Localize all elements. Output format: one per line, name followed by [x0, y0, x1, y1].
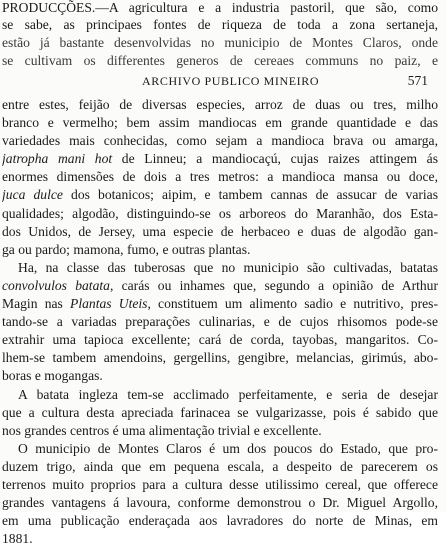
text-line: nos grandes centros é uma alimentação trivial e excellente. [2, 422, 322, 438]
previous-page-line: PRODUCÇÕES.—A agricultura e a industria pastoril, que são, como [2, 0, 438, 15]
text-line-with-italic: jatropha mani hot de Linneu; a mandiocaçú, cujas raizes attingem ás [2, 151, 438, 167]
text-line: grandes vantagens á lavoura, conforme demonstrou o Dr. Miguel Argollo, [2, 495, 438, 511]
text-line-with-italic: juca dulce dos botanicos; aipim, e tambem cannas de assucar de varias [2, 187, 438, 203]
previous-page-line: se sabe, as principaes fontes de riqueza de toda a zona sertaneja, [2, 17, 438, 32]
text-line: duzem trigo, ainda que em pequena escala, a despeito de parecerem os [2, 458, 438, 474]
text-line: ga ou pardo; mamona, fumo, e outras plantas. [2, 241, 251, 257]
text-line: dos Unidos, de Jersey, uma especie de herbaceo e duas de algodão gan- [2, 223, 438, 239]
text-line-with-italic: Magin nas Plantas Uteis, constituem um alimento sadio e nutritivo, pres- [2, 296, 438, 312]
text-line: boras e mogangas. [2, 368, 103, 384]
text-line: enormes dimensões de dois a tres metros: a mandioca mansa ou doce, [2, 169, 438, 185]
text-line: em uma publicação enderaçada aos lavradores do norte de Minas, em [2, 513, 438, 529]
text-line: 1881. [2, 531, 33, 547]
text-line: que a cultura desta apreciada farinacea se vulgarizasse, pois é sabido que [2, 404, 438, 420]
previous-page-line: estão já bastante desenvolvidas no municipio de Montes Claros, onde [2, 35, 438, 50]
body-text [2, 96, 438, 548]
text-line: lhem-se tambem amendoins, gergellins, gengibre, melancias, girimús, abo- [2, 350, 438, 366]
previous-page-line: se cultivam os differentes generos de cereaes communs no paiz, e [2, 53, 438, 68]
text-line: terrenos muito proprios para a cultura desse utilissimo cereal, que offerece [2, 476, 438, 492]
text-line: tando-se a variadas preparações culinarias, e de cujos rhisomos pode-se [2, 314, 438, 330]
running-header [0, 74, 446, 90]
text-line: variedades mais conhecidas, como sejam a mandioca brava ou amarga, [2, 133, 438, 149]
text-line: O municipio de Montes Claros é um dos poucos do Estado, que pro- [18, 440, 438, 456]
page-number: 571 [407, 73, 428, 88]
text-line: branco e vermelho; bem assim mandiocas em grande quantidade e das [2, 115, 438, 131]
text-line: Ha, na classe das tuberosas que no municipio são cultivadas, batatas [18, 259, 438, 275]
previous-page-fragment [0, 0, 446, 72]
text-line-with-italic: convolvulos batata, carás ou inhames que, segundo a opinião de Arthur [2, 277, 438, 293]
text-line: extrahir uma tapioca excellente; cará de corda, tayobas, mangaritos. Co- [2, 332, 438, 348]
text-line: A batata ingleza tem-se acclimado perfeitamente, e seria de desejar [18, 386, 438, 402]
text-line: entre estes, feijão de diversas especies, arroz de duas ou tres, milho [2, 97, 438, 112]
text-line: qualidades; algodão, distinguindo-se os arboreos do Maranhão, dos Esta- [2, 205, 438, 221]
journal-title: ARCHIVO PUBLICO MINEIRO [142, 74, 320, 88]
